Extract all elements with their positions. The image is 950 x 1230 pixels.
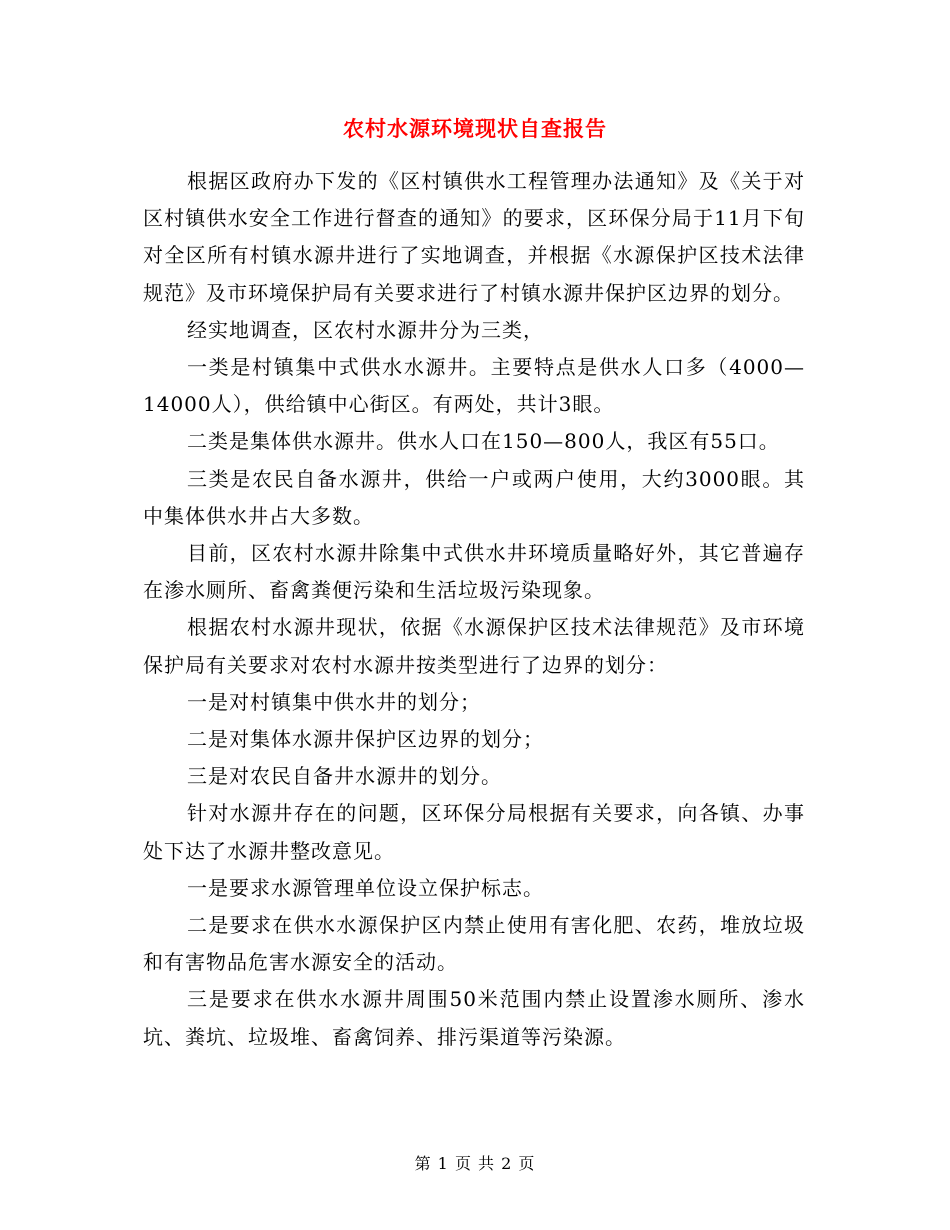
paragraph: 三是要求在供水水源井周围50米范围内禁止设置渗水厕所、渗水坑、粪坑、垃圾堆、畜禽饲养、排污渠道等污染源。: [143, 987, 805, 1049]
paragraph: 针对水源井存在的问题，区环保分局根据有关要求，向各镇、办事处下达了水源井整改意见。: [143, 801, 805, 863]
paragraph: 一类是村镇集中式供水水源井。主要特点是供水人口多（4000—14000人），供给镇中心街区。有两处，共计3眼。: [143, 355, 805, 417]
document-body: [143, 163, 805, 1056]
paragraph: 目前，区农村水源井除集中式供水井环境质量略好外，其它普遍存在渗水厕所、畜禽粪便污染和生活垃圾污染现象。: [143, 541, 805, 603]
paragraph: 二是要求在供水水源保护区内禁止使用有害化肥、农药，堆放垃圾和有害物品危害水源安全的活动。: [143, 913, 805, 975]
paragraph: 三类是农民自备水源井，供给一户或两户使用，大约3000眼。其中集体供水井占大多数。: [143, 466, 805, 528]
document-title: 农村水源环境现状自查报告: [343, 116, 607, 141]
paragraph: 一是对村镇集中供水井的划分；: [187, 689, 481, 714]
paragraph: 二类是集体供水源井。供水人口在150—800人，我区有55口。: [187, 429, 780, 454]
paragraph: 根据区政府办下发的《区村镇供水工程管理办法通知》及《关于对区村镇供水安全工作进行督查的通知》的要求，区环保分局于11月下旬对全区所有村镇水源井进行了实地调查，并根据《水源保护区技术法律规范》及市环境保护局有关要求进行了村镇水源井保护区边界的划分。: [143, 169, 805, 305]
paragraph: 经实地调查，区农村水源井分为三类，: [187, 317, 544, 342]
paragraph: 根据农村水源井现状，依据《水源保护区技术法律规范》及市环境保护局有关要求对农村水源井按类型进行了边界的划分：: [143, 615, 805, 677]
page-footer: 第 1 页 共 2 页: [414, 1154, 536, 1173]
paragraph: 三是对农民自备井水源井的划分。: [187, 764, 502, 789]
paragraph: 一是要求水源管理单位设立保护标志。: [187, 875, 544, 900]
paragraph: 二是对集体水源井保护区边界的划分；: [187, 727, 544, 752]
